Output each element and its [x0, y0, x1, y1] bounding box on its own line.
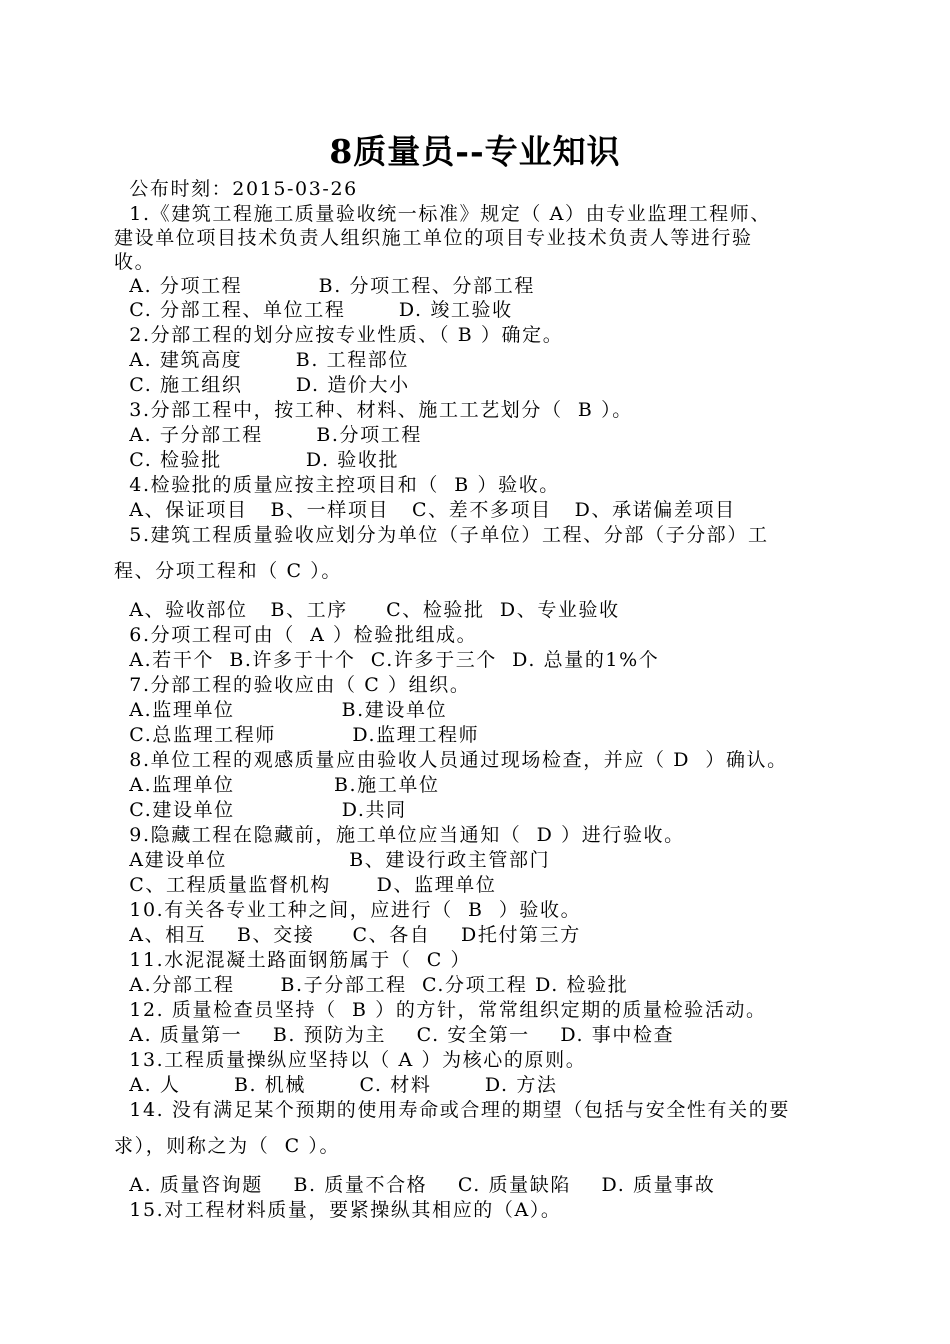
text-line: 7.分部工程的验收应由（ C ）组织。 [114, 674, 471, 696]
text-line: C、工程质量监督机构 D、监理单位 [114, 874, 497, 896]
text-line: A、验收部位 B、工序 C、检验批 D、专业验收 [114, 599, 620, 621]
text-line: A. 分项工程 B. 分项工程、分部工程 [114, 275, 535, 297]
text-line: A.分部工程 B.子分部工程 C.分项工程 D. 检验批 [114, 974, 629, 996]
text-line: C. 施工组织 D. 造价大小 [114, 374, 410, 396]
text-line: 求），则称之为（ C ）。 [114, 1135, 341, 1157]
text-line: 10.有关各专业工种之间，应进行（ B ）验收。 [114, 899, 582, 921]
text-line: 6.分项工程可由（ A ）检验批组成。 [114, 624, 478, 646]
text-line: A. 子分部工程 B.分项工程 [114, 424, 422, 446]
text-line: C.建设单位 D.共同 [114, 799, 407, 821]
text-line: 9.隐藏工程在隐藏前，施工单位应当通知（ D ）进行验收。 [114, 824, 685, 846]
text-line: 程、分项工程和（ C ）。 [114, 560, 342, 582]
text-line: 建设单位项目技术负责人组织施工单位的项目专业技术负责人等进行验 [114, 227, 753, 249]
document-title: 8质量员--专业知识 [329, 132, 621, 171]
text-line: 3.分部工程中，按工种、材料、施工工艺划分（ B ）。 [114, 399, 633, 421]
text-line: 13.工程质量操纵应坚持以（ A ）为核心的原则。 [114, 1049, 587, 1071]
text-line: A、相互 B、交接 C、各自 D托付第三方 [114, 924, 581, 946]
text-line: A. 建筑高度 B. 工程部位 [114, 349, 409, 371]
text-line: 14. 没有满足某个预期的使用寿命或合理的期望（包括与安全性有关的要 [114, 1099, 790, 1121]
text-line: 1.《建筑工程施工质量验收统一标准》规定（ A）由专业监理工程师、 [114, 203, 771, 225]
text-line: A建设单位 B、建设行政主管部门 [114, 849, 551, 871]
text-line: 12. 质量检查员坚持（ B ）的方针，常常组织定期的质量检验活动。 [114, 999, 767, 1021]
text-line: C. 检验批 D. 验收批 [114, 449, 400, 471]
text-line: A. 质量第一 B. 预防为主 C. 安全第一 D. 事中检查 [114, 1024, 675, 1046]
text-line: C. 分部工程、单位工程 D. 竣工验收 [114, 299, 513, 321]
text-line: A.若干个 B.许多于十个 C.许多于三个 D. 总量的1%个 [114, 649, 660, 671]
text-line: A.监理单位 B.施工单位 [114, 774, 440, 796]
text-line: 4.检验批的质量应按主控项目和（ B ）验收。 [114, 474, 560, 496]
text-line: 5.建筑工程质量验收应划分为单位（子单位）工程、分部（子分部）工 [114, 524, 769, 546]
text-line: C.总监理工程师 D.监理工程师 [114, 724, 480, 746]
text-line: 11.水泥混凝土路面钢筋属于（ C ） [114, 949, 472, 971]
text-line: A. 质量咨询题 B. 质量不合格 C. 质量缺陷 D. 质量事故 [114, 1174, 716, 1196]
text-line: A.监理单位 B.建设单位 [114, 699, 448, 721]
publish-date: 公布时刻：2015-03-26 [114, 178, 358, 200]
text-line: A、保证项目 B、一样项目 C、差不多项目 D、承诺偏差项目 [114, 499, 736, 521]
text-line: 收。 [114, 251, 156, 273]
text-line: 2.分部工程的划分应按专业性质、（ B ）确定。 [114, 324, 564, 346]
text-line: A. 人 B. 机械 C. 材料 D. 方法 [114, 1074, 558, 1096]
text-line: 8.单位工程的观感质量应由验收人员通过现场检查，并应（ D ）确认。 [114, 749, 788, 771]
text-line: 15.对工程材料质量，要紧操纵其相应的（A）。 [114, 1199, 562, 1221]
